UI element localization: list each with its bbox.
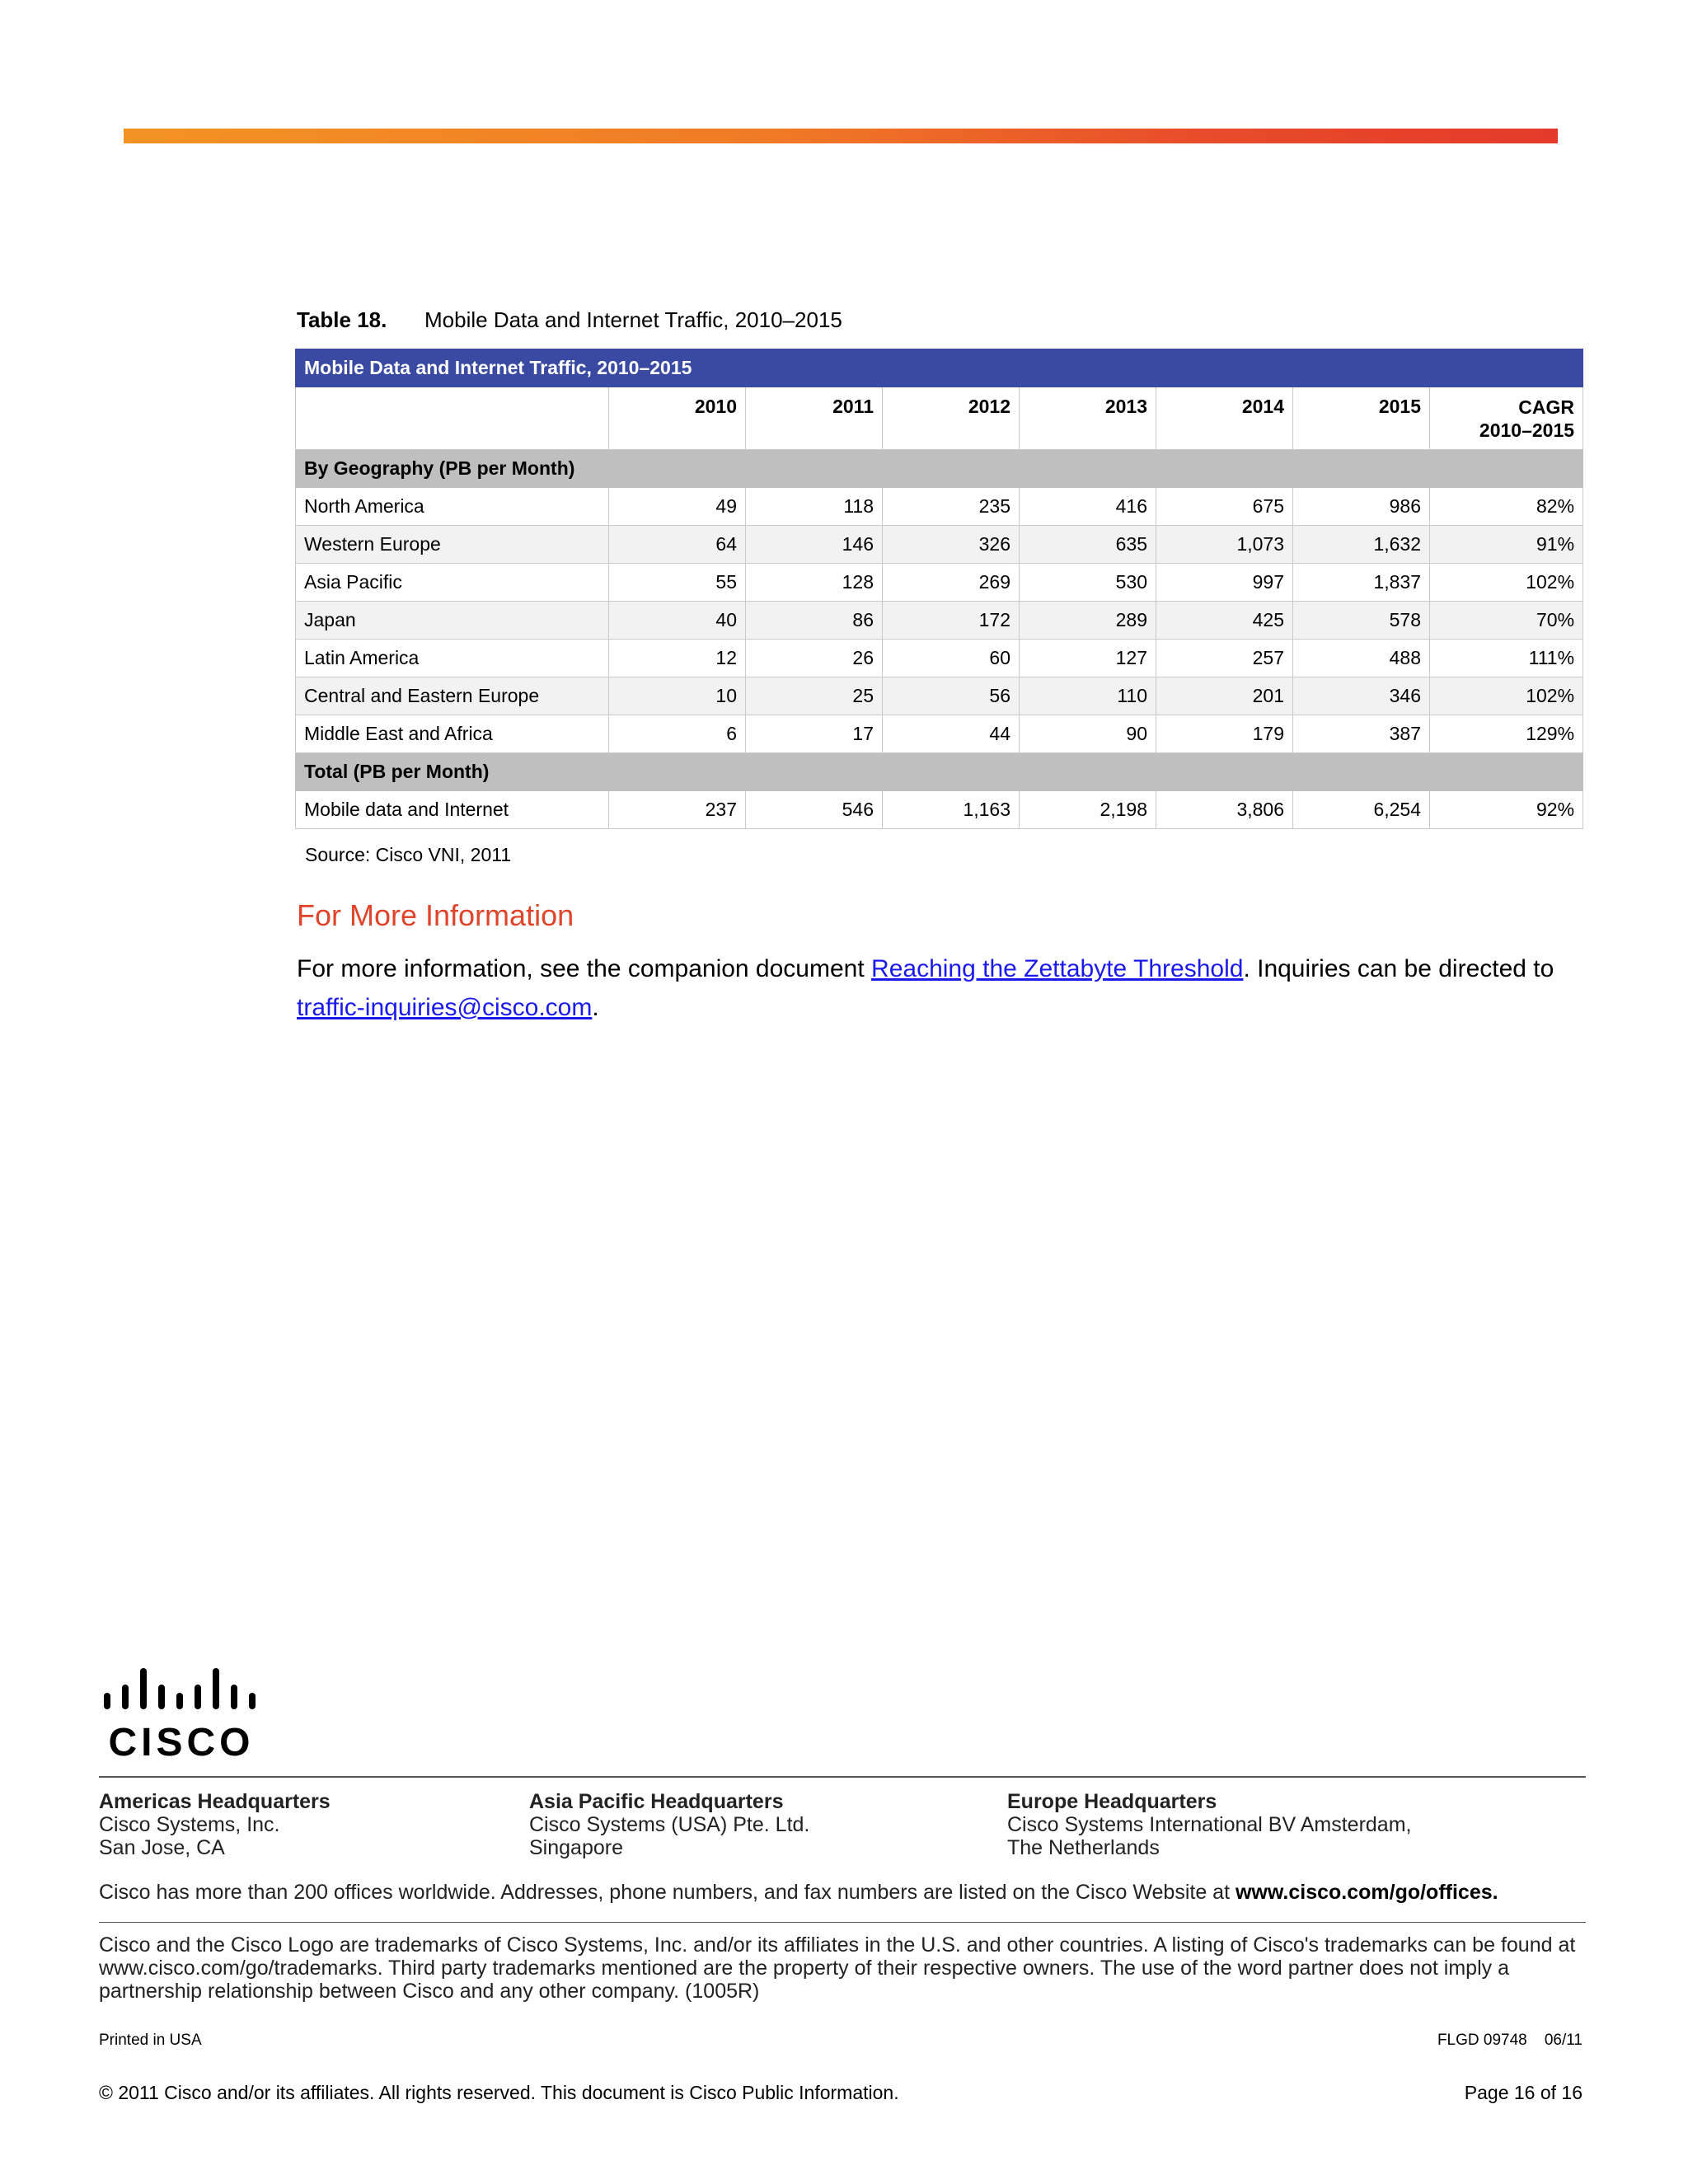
table-cell: 289 (1020, 602, 1156, 640)
row-label: Middle East and Africa (296, 715, 609, 753)
table-cell: 128 (746, 564, 883, 602)
cisco-wordmark: CISCO (108, 1721, 255, 1765)
more-info-paragraph (297, 949, 1582, 1027)
table-banner: Mobile Data and Internet Traffic, 2010–2015 (296, 349, 1583, 387)
hq-title: Europe Headquarters (1007, 1790, 1217, 1813)
table-cell: 17 (746, 715, 883, 753)
column-header (296, 387, 609, 450)
table-row (296, 791, 1583, 829)
table-row (296, 677, 1583, 715)
table-cell: 90 (1020, 715, 1156, 753)
row-label: Latin America (296, 640, 609, 677)
table-section-row (296, 450, 1583, 488)
table-cell: 3,806 (1156, 791, 1293, 829)
hq-line: Cisco Systems International BV Amsterdam, (1007, 1813, 1412, 1836)
table-cell: 257 (1156, 640, 1293, 677)
hq-line: Singapore (529, 1836, 623, 1859)
table-cell: 12 (609, 640, 746, 677)
table-cell: 635 (1020, 526, 1156, 564)
table-cell: 44 (883, 715, 1020, 753)
email-link[interactable]: traffic-inquiries@cisco.com (297, 994, 593, 1021)
table-source: Source: Cisco VNI, 2011 (305, 844, 512, 865)
table-cell: 179 (1156, 715, 1293, 753)
table-cell: 70% (1430, 602, 1583, 640)
table-cell: 102% (1430, 677, 1583, 715)
table-cell: 49 (609, 488, 746, 526)
offices-note (99, 1881, 1498, 1905)
table-cell: 1,073 (1156, 526, 1293, 564)
more-info-text: . Inquiries can be directed to (1243, 955, 1554, 982)
table-row (296, 488, 1583, 526)
doc-code: FLGD 09748 (1437, 2032, 1527, 2049)
column-header: 2015 (1293, 387, 1430, 450)
column-header: CAGR 2010–2015 (1430, 387, 1583, 450)
table-cell: 201 (1156, 677, 1293, 715)
table-cell: 110 (1020, 677, 1156, 715)
table-caption-title: Mobile Data and Internet Traffic, 2010–2015 (424, 307, 842, 332)
zettabyte-link[interactable]: Reaching the Zettabyte Threshold (871, 955, 1244, 982)
table-caption-label: Table 18. (297, 307, 387, 332)
table-cell: 64 (609, 526, 746, 564)
row-label: Western Europe (296, 526, 609, 564)
table-cell: 10 (609, 677, 746, 715)
table-cell: 1,163 (883, 791, 1020, 829)
table-cell: 2,198 (1020, 791, 1156, 829)
table-cell: 6 (609, 715, 746, 753)
row-label: Asia Pacific (296, 564, 609, 602)
section-label: Total (PB per Month) (296, 753, 1583, 791)
asia-pacific-hq (529, 1790, 809, 1859)
table-cell: 40 (609, 602, 746, 640)
table-row (296, 564, 1583, 602)
footer-divider (99, 1776, 1586, 1778)
row-label: Japan (296, 602, 609, 640)
hq-line: Cisco Systems, Inc. (99, 1813, 280, 1836)
table-cell: 1,837 (1293, 564, 1430, 602)
column-header: 2012 (883, 387, 1020, 450)
table-cell: 675 (1156, 488, 1293, 526)
table-section-row (296, 753, 1583, 791)
hq-line: Cisco Systems (USA) Pte. Ltd. (529, 1813, 810, 1836)
copyright: © 2011 Cisco and/or its affiliates. All rights reserved. This document is Cisco Public Information. (99, 2082, 899, 2103)
table-cell: 56 (883, 677, 1020, 715)
table-cell: 111% (1430, 640, 1583, 677)
row-label: Mobile data and Internet (296, 791, 609, 829)
table-header-row (296, 387, 1583, 450)
table-cell: 488 (1293, 640, 1430, 677)
table-caption (297, 307, 842, 333)
top-accent-bar (124, 129, 1558, 143)
table-cell: 86 (746, 602, 883, 640)
table-cell: 26 (746, 640, 883, 677)
table-row (296, 715, 1583, 753)
table-row (296, 602, 1583, 640)
hq-title: Americas Headquarters (99, 1790, 331, 1813)
table-cell: 578 (1293, 602, 1430, 640)
table-cell: 235 (883, 488, 1020, 526)
europe-hq (1007, 1790, 1411, 1859)
more-info-text: For more information, see the companion document (297, 955, 872, 982)
doc-date: 06/11 (1544, 2032, 1582, 2049)
trademark-notice: Cisco and the Cisco Logo are trademarks of Cisco Systems, Inc. and/or its affiliates in the U.S. and other countries. A listing of Cisco's trademarks can be found at www.cisco.com/go/trademarks. Third party trademarks mentioned are the property of their respective owners. The use of the word partner does not imply a partnership relationship between Cisco and any other company. (1005R) (99, 1933, 1576, 2003)
hq-title: Asia Pacific Headquarters (529, 1790, 784, 1813)
table-cell: 326 (883, 526, 1020, 564)
column-header: 2010 (609, 387, 746, 450)
table-cell: 530 (1020, 564, 1156, 602)
table-cell: 1,632 (1293, 526, 1430, 564)
table-banner-row (296, 349, 1583, 387)
row-label: Central and Eastern Europe (296, 677, 609, 715)
table-cell: 102% (1430, 564, 1583, 602)
table-row (296, 640, 1583, 677)
footer-divider (99, 1922, 1586, 1923)
cisco-bridge-icon (104, 1668, 256, 1709)
table-cell: 91% (1430, 526, 1583, 564)
table-cell: 92% (1430, 791, 1583, 829)
table-cell: 82% (1430, 488, 1583, 526)
table-cell: 416 (1020, 488, 1156, 526)
hq-line: San Jose, CA (99, 1836, 225, 1859)
row-label: North America (296, 488, 609, 526)
table-cell: 118 (746, 488, 883, 526)
hq-line: The Netherlands (1007, 1836, 1160, 1859)
table-cell: 237 (609, 791, 746, 829)
page-number: Page 16 of 16 (1464, 2082, 1582, 2103)
column-header: 2013 (1020, 387, 1156, 450)
offices-url[interactable]: www.cisco.com/go/offices. (1235, 1881, 1498, 1904)
table-cell: 986 (1293, 488, 1430, 526)
offices-text: Cisco has more than 200 offices worldwide. Addresses, phone numbers, and fax numbers are listed on the Cisco Website at (99, 1881, 1236, 1904)
table-cell: 127 (1020, 640, 1156, 677)
column-header: 2011 (746, 387, 883, 450)
traffic-table (295, 349, 1583, 829)
section-heading: For More Information (297, 898, 574, 932)
table-cell: 172 (883, 602, 1020, 640)
printed-note: Printed in USA (99, 2032, 202, 2049)
table-cell: 25 (746, 677, 883, 715)
table-cell: 425 (1156, 602, 1293, 640)
table-cell: 997 (1156, 564, 1293, 602)
document-code (1437, 2032, 1582, 2050)
table-cell: 546 (746, 791, 883, 829)
more-info-text: . (592, 994, 599, 1021)
table-cell: 269 (883, 564, 1020, 602)
table-cell: 55 (609, 564, 746, 602)
americas-hq (99, 1790, 331, 1859)
table-cell: 346 (1293, 677, 1430, 715)
section-label: By Geography (PB per Month) (296, 450, 1583, 488)
table-cell: 6,254 (1293, 791, 1430, 829)
table-cell: 146 (746, 526, 883, 564)
table-row (296, 526, 1583, 564)
column-header: 2014 (1156, 387, 1293, 450)
table-cell: 60 (883, 640, 1020, 677)
table-cell: 387 (1293, 715, 1430, 753)
table-cell: 129% (1430, 715, 1583, 753)
cisco-logo (97, 1666, 270, 1765)
